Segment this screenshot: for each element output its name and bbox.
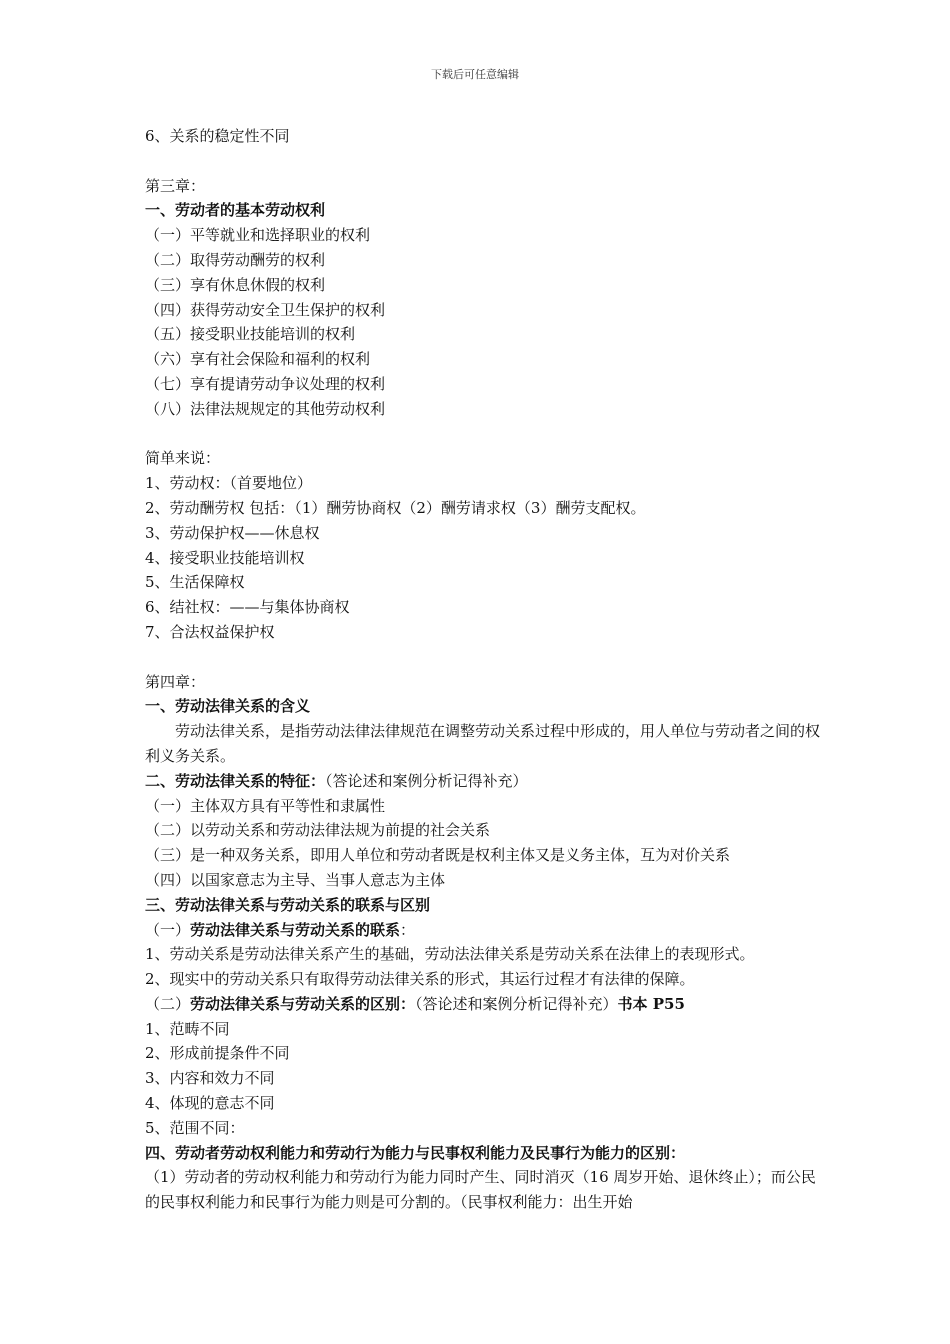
list-item: （三）享有休息休假的权利 bbox=[145, 275, 326, 294]
section-heading: 一、劳动者的基本劳动权利 bbox=[145, 201, 326, 220]
subsection-bold-text: 劳动法律关系与劳动关系的联系 bbox=[190, 920, 401, 939]
list-item: （六）享有社会保险和福利的权利 bbox=[145, 350, 371, 369]
list-item: 4、接受职业技能培训权 bbox=[145, 548, 305, 567]
list-item: 1、劳动权：（首要地位） bbox=[145, 474, 313, 493]
page-header: 下载后可任意编辑 bbox=[431, 68, 519, 81]
chapter-title: 第三章： bbox=[145, 176, 206, 195]
list-item: （八）法律法规规定的其他劳动权利 bbox=[145, 399, 386, 418]
subsection-suffix: ： bbox=[400, 920, 416, 939]
subsection-prefix: （一） bbox=[145, 920, 191, 939]
list-item: （七）享有提请劳动争议处理的权利 bbox=[145, 374, 386, 393]
subsection-note: （答论述和案例分析记得补充） bbox=[415, 994, 618, 1013]
subsection-heading bbox=[145, 992, 825, 1017]
paragraph: （1）劳动者的劳动权利能力和劳动行为能力同时产生、同时消灭（16 周岁开始、退休终止）；而公民的民事权利能力和民事行为能力则是可分割的。（民事权利能力：出生开始 bbox=[145, 1168, 816, 1212]
subsection-bold-text: 劳动法律关系与劳动关系的区别： bbox=[190, 994, 416, 1013]
list-item: 2、现实中的劳动关系只有取得劳动法律关系的形式，其运行过程才有法律的保障。 bbox=[145, 970, 695, 989]
summary-title: 简单来说： bbox=[145, 449, 221, 468]
section-heading: 一、劳动法律关系的含义 bbox=[145, 697, 311, 716]
blank-line bbox=[145, 422, 825, 447]
subsection-prefix: （二） bbox=[145, 994, 191, 1013]
list-item: 4、体现的意志不同 bbox=[145, 1094, 275, 1113]
section-heading: 四、劳动者劳动权利能力和劳动行为能力与民事权利能力及民事行为能力的区别： bbox=[145, 1143, 686, 1162]
list-item: （一）平等就业和选择职业的权利 bbox=[145, 226, 371, 245]
list-item: 7、合法权益保护权 bbox=[145, 622, 275, 641]
blank-line bbox=[145, 149, 825, 174]
list-item: （四）获得劳动安全卫生保护的权利 bbox=[145, 300, 386, 319]
section-heading bbox=[145, 769, 825, 794]
blank-line bbox=[145, 645, 825, 670]
chapter-title: 第四章： bbox=[145, 672, 206, 691]
list-item: （三）是一种双务关系，即用人单位和劳动者既是权利主体又是义务主体，互为对价关系 bbox=[145, 846, 731, 865]
text-line: 6、关系的稳定性不同 bbox=[145, 127, 290, 145]
list-item: （二）取得劳动酬劳的权利 bbox=[145, 250, 326, 269]
list-item: 3、劳动保护权——休息权 bbox=[145, 523, 320, 542]
list-item: 5、范围不同： bbox=[145, 1118, 245, 1137]
list-item: 1、劳动关系是劳动法律关系产生的基础，劳动法法律关系是劳动关系在法律上的表现形式。 bbox=[145, 945, 755, 964]
book-reference: 书本 P55 bbox=[617, 994, 685, 1013]
list-item: （一）主体双方具有平等性和隶属性 bbox=[145, 796, 386, 815]
document-body bbox=[145, 124, 825, 1215]
list-item: 2、劳动酬劳权 包括：（1）酬劳协商权（2）酬劳请求权（3）酬劳支配权。 bbox=[145, 498, 646, 517]
list-item: （二）以劳动关系和劳动法律法规为前提的社会关系 bbox=[145, 821, 491, 840]
section-heading: 三、劳动法律关系与劳动关系的联系与区别 bbox=[145, 895, 431, 914]
list-item: （五）接受职业技能培训的权利 bbox=[145, 325, 356, 344]
list-item: 1、范畴不同 bbox=[145, 1019, 230, 1038]
list-item: 5、生活保障权 bbox=[145, 573, 245, 592]
list-item: （四）以国家意志为主导、当事人意志为主体 bbox=[145, 870, 446, 889]
subsection-heading bbox=[145, 918, 825, 943]
list-item: 3、内容和效力不同 bbox=[145, 1069, 275, 1088]
list-item: 6、结社权：——与集体协商权 bbox=[145, 598, 350, 617]
list-item: 2、形成前提条件不同 bbox=[145, 1044, 290, 1063]
heading-bold-text: 二、劳动法律关系的特征： bbox=[145, 771, 326, 790]
paragraph: 劳动法律关系，是指劳动法律法律规范在调整劳动关系过程中形成的，用人单位与劳动者之间的权利义务关系。 bbox=[145, 722, 821, 765]
heading-note: （答论述和案例分析记得补充） bbox=[325, 771, 528, 790]
